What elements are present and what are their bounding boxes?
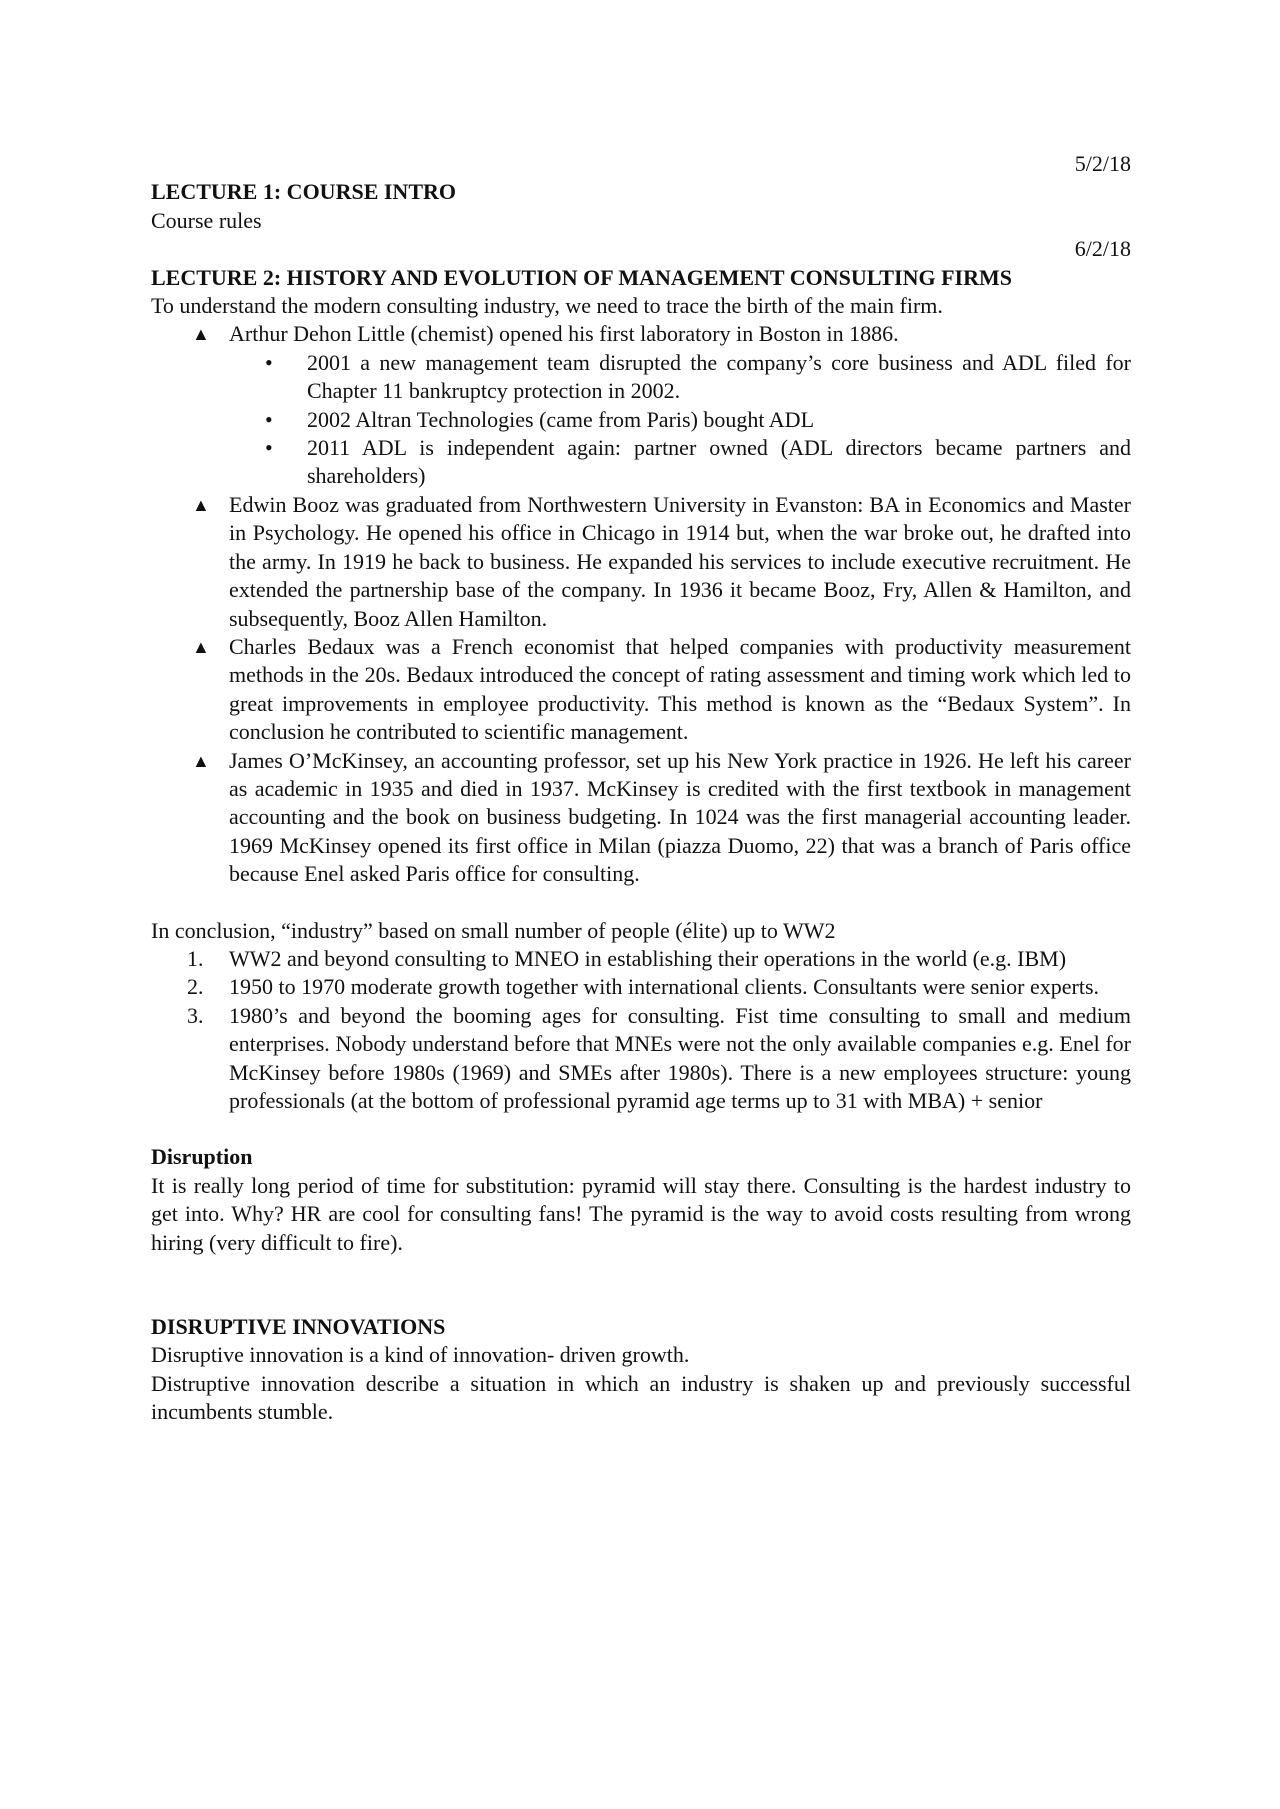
list-number: 1. — [187, 945, 204, 971]
phase-text: WW2 and beyond consulting to MNEO in establishing their operations in the world (e.g. IBM) — [229, 945, 1067, 971]
adl-timeline-list — [151, 349, 1131, 491]
triangle-bullet-icon: ▲ — [192, 494, 210, 515]
triangle-bullet-icon: ▲ — [192, 324, 210, 345]
firm-founders-list-continued — [151, 491, 1131, 889]
disruption-paragraph: It is really long period of time for substitution: pyramid will stay there. Consulting is the hardest industry to get into. Why? HR are cool for consulting fans! The pyramid is the way to avoid costs resulting from wrong hiring (very difficult to fire). — [151, 1172, 1131, 1255]
spacer — [151, 1257, 1131, 1313]
list-item-booz — [151, 491, 1131, 633]
industry-phases-list — [151, 945, 1131, 1115]
lecture-2-title: LECTURE 2: HISTORY AND EVOLUTION OF MANAGEMENT CONSULTING FIRMS — [151, 264, 1012, 290]
lecture-1-text: Course rules — [151, 207, 262, 233]
triangle-bullet-icon: ▲ — [192, 636, 210, 657]
list-item-phase-3 — [151, 1002, 1131, 1116]
phase-text: 1950 to 1970 moderate growth together with international clients. Consultants were senior experts. — [229, 974, 1100, 1000]
bedaux-text: Charles Bedaux was a French economist that helped companies with productivity measurement methods in the 20s. Bedaux introduced the concept of rating assessment and timing work which led to great improvements in employee productivity. This method is known as the “Bedaux System”. In conclusion he contributed to scientific management. — [229, 633, 1131, 745]
spacer — [151, 889, 1131, 917]
triangle-bullet-icon: ▲ — [192, 750, 210, 771]
intro-paragraph: To understand the modern consulting industry, we need to trace the birth of the main firm. — [151, 293, 943, 319]
lecture-1-title: LECTURE 1: COURSE INTRO — [151, 179, 456, 205]
list-item-adl-2002 — [151, 406, 1131, 434]
list-item-phase-2 — [151, 973, 1131, 1001]
conclusion-paragraph: In conclusion, “industry” based on small number of people (élite) up to WW2 — [151, 917, 836, 943]
list-number: 2. — [187, 974, 204, 1000]
adl-point-text: 2002 Altran Technologies (came from Paris) bought ADL — [307, 406, 815, 432]
phase-text: 1980’s and beyond the booming ages for consulting. Fist time consulting to small and medium enterprises. Nobody understand before that MNEs were not the only available companies e.g. Enel for McKinsey before 1980s (1969) and SMEs after 1980s). There is a new employees structure: young professionals (at the bottom of professional pyramid age terms up to 31 with MBA) + senior — [229, 1002, 1131, 1113]
disruption-heading: Disruption — [151, 1144, 253, 1170]
dot-bullet-icon: • — [265, 349, 273, 375]
list-number: 3. — [187, 1002, 204, 1028]
list-item-adl-2001 — [151, 349, 1131, 406]
list-item-adl-2011 — [151, 434, 1131, 491]
mckinsey-text: James O’McKinsey, an accounting professor, set up his New York practice in 1926. He left his career as academic in 1935 and died in 1937. McKinsey is credited with the first textbook in management accounting and the book on business budgeting. In 1024 was the first managerial accounting leader. 1969 McKinsey opened its first office in Milan (piazza Duomo, 22) that was a branch of Paris office because Enel asked Paris office for consulting. — [229, 747, 1131, 887]
innovations-line-1: Disruptive innovation is a kind of innovation- driven growth. — [151, 1342, 690, 1368]
adl-point-text: 2011 ADL is independent again: partner owned (ADL directors became partners and shareholders) — [307, 435, 1131, 489]
innovations-heading: DISRUPTIVE INNOVATIONS — [151, 1314, 446, 1340]
dot-bullet-icon: • — [265, 406, 273, 432]
firm-founders-list — [151, 320, 1131, 348]
list-item-phase-1 — [151, 945, 1131, 973]
dot-bullet-icon: • — [265, 435, 273, 461]
booz-text: Edwin Booz was graduated from Northwestern University in Evanston: BA in Economics and Master in Psychology. He opened his office in Chicago in 1914 but, when the war broke out, he drafted into the army. In 1919 he back to business. He expanded his services to include executive recruitment. He extended the partnership base of the company. In 1936 it became Booz, Fry, Allen & Hamilton, and subsequently, Booz Allen Hamilton. — [229, 491, 1131, 631]
list-item-mckinsey — [151, 747, 1131, 889]
spacer — [151, 1115, 1131, 1143]
little-text: Arthur Dehon Little (chemist) opened his first laboratory in Boston in 1886. — [229, 321, 899, 347]
date-lecture-1: 5/2/18 — [1074, 151, 1131, 176]
list-item-little — [151, 320, 1131, 348]
list-item-bedaux — [151, 633, 1131, 747]
date-lecture-2: 6/2/18 — [1074, 236, 1131, 262]
document-page — [151, 150, 1131, 1427]
adl-point-text: 2001 a new management team disrupted the company’s core business and ADL filed for Chapter 11 bankruptcy protection in 2002. — [307, 349, 1131, 404]
innovations-line-2: Distruptive innovation describe a situation in which an industry is shaken up and previously successful incumbents stumble. — [151, 1370, 1131, 1425]
